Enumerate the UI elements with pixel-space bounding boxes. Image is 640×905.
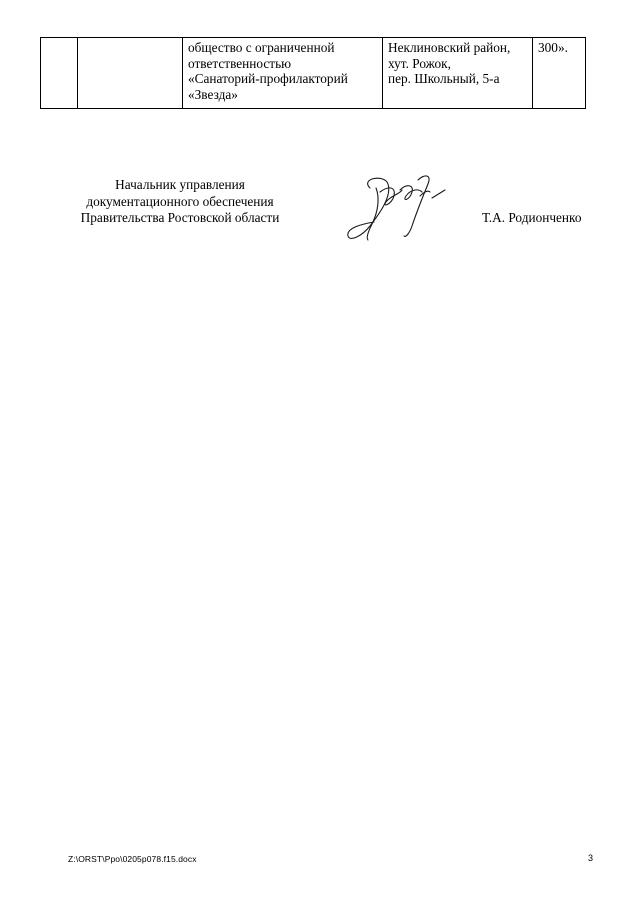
document-table bbox=[40, 37, 586, 109]
position-line: Начальник управления bbox=[115, 177, 245, 192]
organization-line: «Санаторий-профилакторий bbox=[188, 71, 348, 86]
organization-line: ответственностью bbox=[188, 55, 292, 71]
organization-line: общество с ограниченной bbox=[188, 40, 335, 55]
signatory-position bbox=[60, 177, 300, 227]
address-line: Неклиновский район, bbox=[388, 40, 511, 55]
handwritten-signature bbox=[340, 168, 460, 253]
position-line: Правительства Ростовской области bbox=[80, 210, 280, 225]
signer-name: Т.А. Родионченко bbox=[482, 210, 582, 225]
table-cell-organization bbox=[183, 38, 383, 109]
table-row bbox=[41, 38, 586, 109]
table-cell-blank bbox=[78, 38, 183, 109]
table-cell-number bbox=[41, 38, 78, 109]
page-number: 3 bbox=[588, 853, 594, 863]
organization-line: «Звезда» bbox=[188, 86, 238, 102]
address-line: пер. Школьный, 5-а bbox=[388, 71, 500, 86]
footer-file-path: Z:\ORST\Ppo\0205p078.f15.docx bbox=[68, 854, 197, 864]
position-line: документационного обеспечения bbox=[86, 193, 274, 209]
table-cell-value: 300». bbox=[533, 38, 586, 109]
address-line: хут. Рожок, bbox=[388, 55, 451, 71]
table-cell-address bbox=[383, 38, 533, 109]
